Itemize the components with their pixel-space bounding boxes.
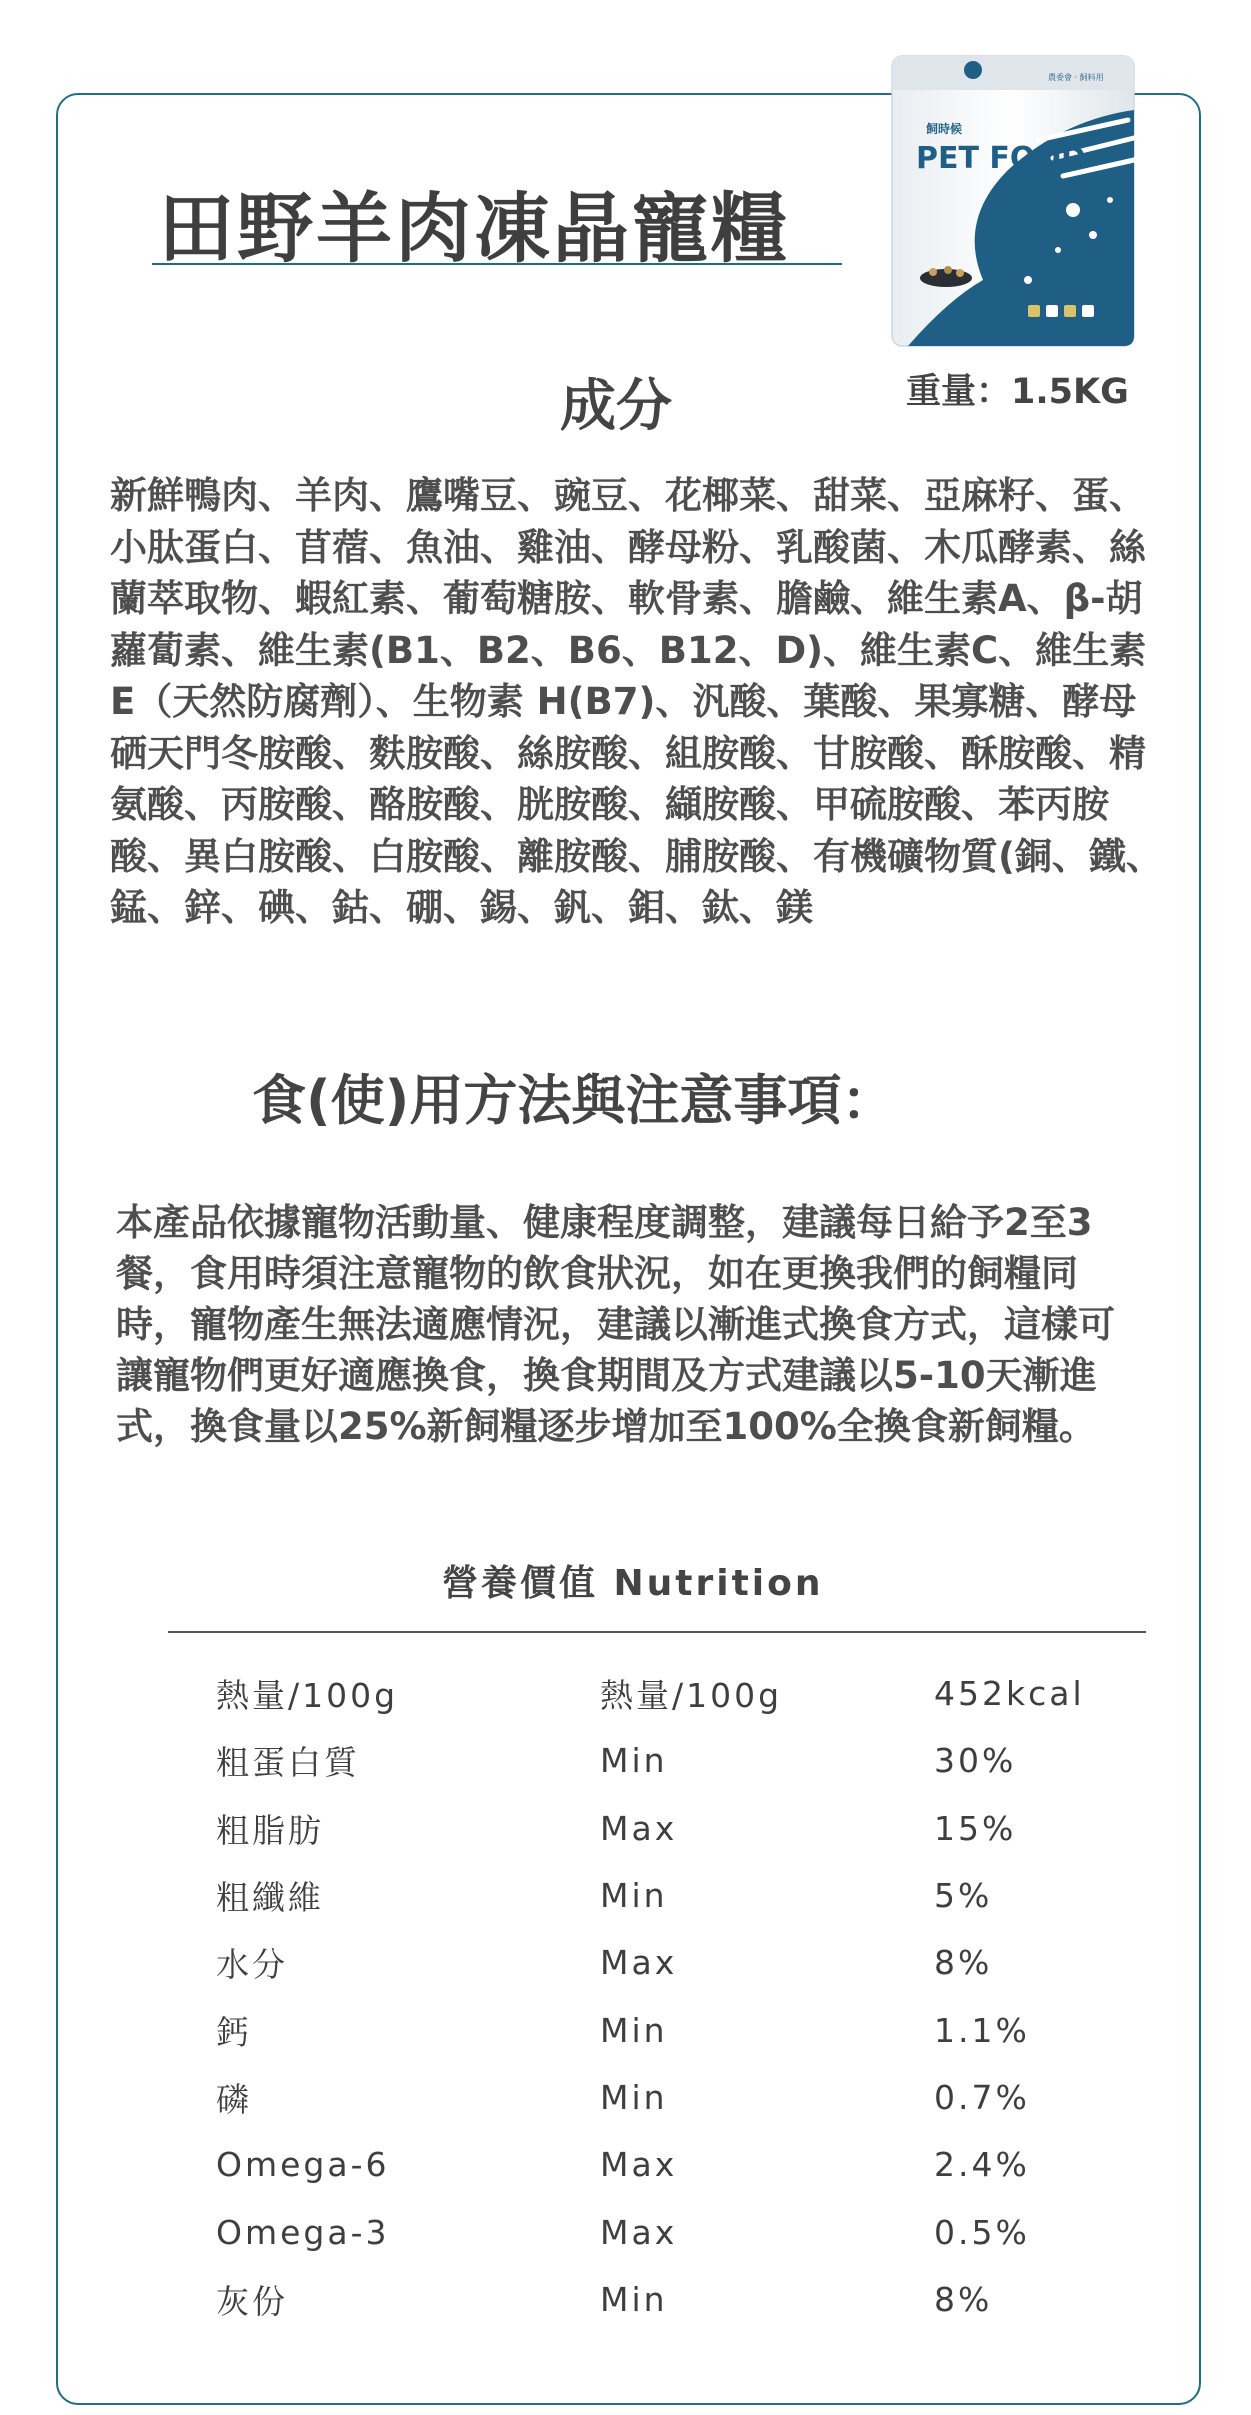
table-row (216, 2198, 1136, 2265)
usage-heading: 食(使)用方法與注意事項： (252, 1069, 896, 1132)
nutrient-value: 1.1% (934, 2010, 1030, 2050)
nutrient-basis: Min (600, 2077, 668, 2117)
nutrient-name: 灰份 (216, 2281, 288, 2321)
svg-text:PET FOOD: PET FOOD (916, 141, 1086, 176)
product-package-image (888, 50, 1138, 350)
table-row (216, 2266, 1136, 2333)
table-row (216, 1929, 1136, 1996)
nutrient-basis: Min (600, 2279, 668, 2319)
usage-text: 本產品依據寵物活動量、健康程度調整，建議每日給予2至3餐，食用時須注意寵物的飲食狀況，如在更換我們的飼糧同時，寵物產生無法適應情況，建議以漸進式換食方式，這樣可讓寵物們更好適應換食，換食期間及方式建議以5-10天漸進式，換食量以25%新飼糧逐步增加至100%全換食新飼糧。 (116, 1201, 1115, 1448)
nutrient-basis: Min (600, 1741, 668, 1781)
nutrient-value: 30% (934, 1741, 1017, 1781)
nutrient-basis: 熱量/100g (600, 1676, 783, 1716)
table-row (216, 1660, 1136, 1727)
nutrition-divider (168, 1631, 1146, 1633)
nutrient-name: 水分 (216, 1945, 288, 1985)
nutrient-name: 磷 (216, 2079, 252, 2119)
nutrient-value: 0.7% (934, 2077, 1030, 2117)
nutrient-name: 粗纖維 (216, 1878, 324, 1918)
nutrient-name: 熱量/100g (216, 1676, 399, 1716)
nutrition-heading: 營養價值 Nutrition (442, 1563, 824, 1604)
table-row (216, 1996, 1136, 2063)
package-weight: 重量：1.5KG (906, 372, 1129, 412)
svg-text:飼時候: 飼時候 (926, 122, 963, 136)
ingredients-text: 新鮮鴨肉、羊肉、鷹嘴豆、豌豆、花椰菜、甜菜、亞麻籽、蛋、小肽蛋白、苜蓿、魚油、雞油、酵母粉、乳酸菌、木瓜酵素、絲蘭萃取物、蝦紅素、葡萄糖胺、軟骨素、膽鹼、維生素A、β-胡蘿蔔素、維生素(B1、B2、B6、B12、D)、維生素C、維生素E（天然防腐劑）、生物素 H(B7)、汎酸、葉酸、果寡糖、酵母硒天門冬胺酸、麩胺酸、絲胺酸、組胺酸、甘胺酸、酥胺酸、精氨酸、丙胺酸、酪胺酸、胱胺酸、纈胺酸、甲硫胺酸、苯丙胺酸、異白胺酸、白胺酸、離胺酸、脯胺酸、有機礦物質(銅、鐵、錳、鋅、碘、鈷、硼、錫、釩、鉬、鈦、鎂 (110, 474, 1163, 929)
nutrient-value: 15% (934, 1808, 1017, 1848)
nutrient-value: 0.5% (934, 2212, 1030, 2252)
nutrient-basis: Max (600, 1808, 678, 1848)
nutrient-basis: Min (600, 2010, 668, 2050)
title-underline (152, 263, 842, 265)
nutrient-value: 5% (934, 1876, 993, 1916)
nutrient-name: 粗脂肪 (216, 1810, 324, 1850)
ingredients-heading: 成分 (560, 374, 672, 439)
nutrient-value: 452kcal (934, 1674, 1085, 1714)
table-row (216, 1862, 1136, 1929)
nutrient-value: 2.4% (934, 2145, 1030, 2185)
table-row (216, 2064, 1136, 2131)
nutrition-table (216, 1660, 1136, 2333)
table-row (216, 2131, 1136, 2198)
table-row (216, 1727, 1136, 1794)
nutrient-value: 8% (934, 2279, 993, 2319)
nutrient-name: 粗蛋白質 (216, 1743, 360, 1783)
nutrient-name: 鈣 (216, 2012, 252, 2052)
nutrient-basis: Max (600, 1943, 678, 1983)
nutrient-name: Omega-6 (216, 2145, 390, 2185)
nutrient-value: 8% (934, 1943, 993, 1983)
nutrient-basis: Max (600, 2145, 678, 2185)
table-row (216, 1795, 1136, 1862)
nutrient-basis: Min (600, 1876, 668, 1916)
nutrient-name: Omega-3 (216, 2212, 390, 2252)
svg-text:農委會 · 飼料用: 農委會 · 飼料用 (1048, 73, 1104, 82)
nutrient-basis: Max (600, 2212, 678, 2252)
page-title: 田野羊肉凍晶寵糧 (158, 184, 790, 273)
